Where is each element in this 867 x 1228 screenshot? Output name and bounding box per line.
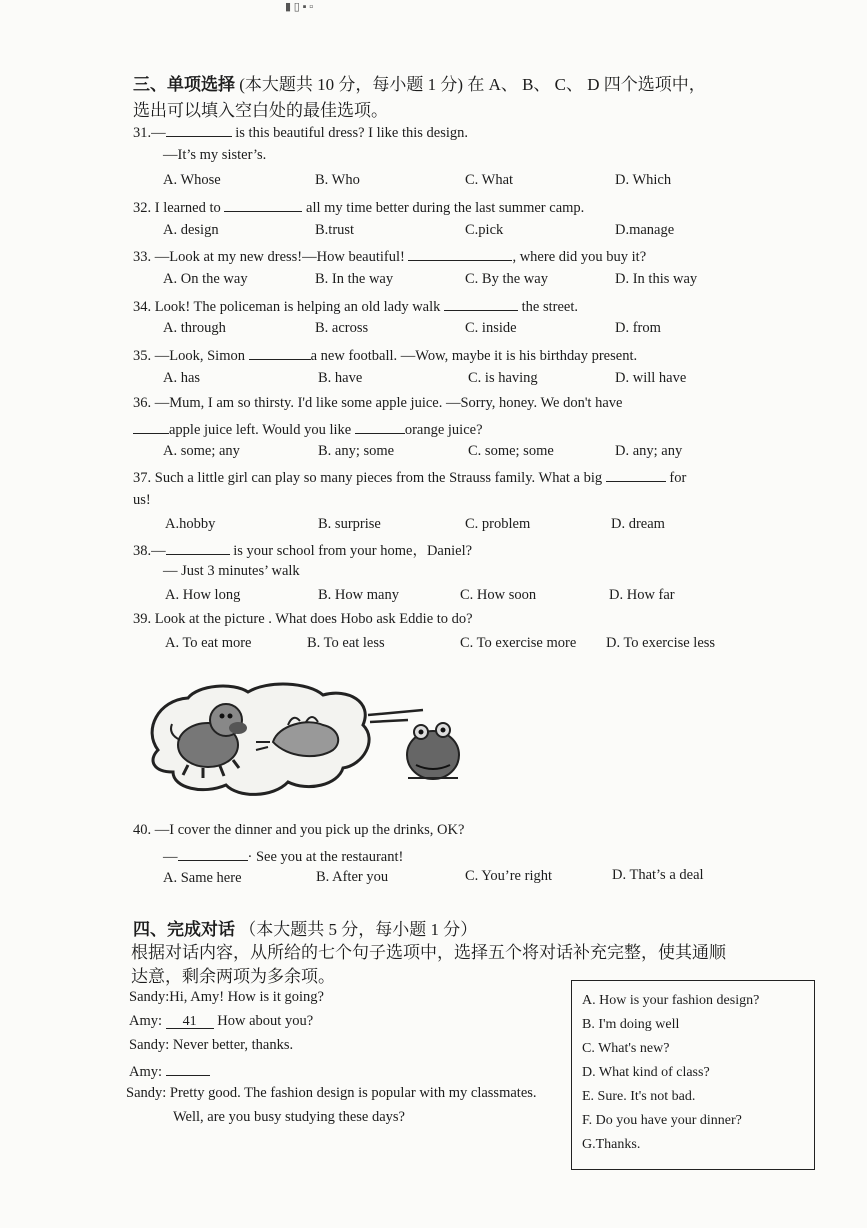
option-36-b[interactable]: B. any; some — [318, 443, 395, 459]
speaker: Amy: — [129, 1064, 166, 1080]
section4-score: （本大题共 5 分，每小题 1 分） — [235, 920, 478, 939]
question-text: Look! The policeman is helping an old lady walk — [151, 299, 445, 315]
option-37-c[interactable]: C. problem — [465, 516, 531, 532]
cartoon-illustration — [138, 680, 468, 805]
option-32-b[interactable]: B.trust — [315, 222, 355, 238]
dialog-line-4 — [129, 1061, 210, 1081]
section4-instructions: 根据对话内容，从所给的七个句子选项中，选择五个将对话补充完整，使其通顺 — [131, 943, 726, 962]
option-31-d[interactable]: D. Which — [615, 172, 672, 188]
question-text: is your school from your home，Daniel? — [229, 543, 473, 559]
option-38-c[interactable]: C. How soon — [460, 587, 537, 603]
question-text: a new football. —Wow, maybe it is his birthday present. — [310, 348, 638, 364]
dialog-line-1 — [129, 989, 324, 1006]
section4-title — [133, 915, 477, 940]
option-33-d[interactable]: D. In this way — [615, 271, 698, 287]
question-36-line2 — [133, 419, 483, 439]
option-34-b[interactable]: B. across — [315, 320, 369, 336]
speaker: Sandy: — [129, 1037, 170, 1053]
dialog-line-6: Well, are you busy studying these days? — [173, 1109, 405, 1125]
option-34-a[interactable]: A. through — [163, 320, 226, 336]
question-40 — [133, 822, 464, 839]
question-text: —I cover the dinner and you pick up the drinks, OK? — [151, 822, 465, 838]
speaker: Sandy: — [129, 989, 170, 1005]
question-37 — [133, 467, 686, 487]
question-text: · See you at the restaurant! — [247, 849, 404, 865]
question-37-line2: us! — [133, 492, 151, 508]
question-number: 32. — [133, 200, 152, 216]
option-32-a[interactable]: A. design — [163, 222, 219, 238]
section3-instructions: (本大题共 10 分，每小题 1 分) 在 A、 B、 C、 D 四个选项中， — [235, 75, 706, 94]
question-31-reply: —It’s my sister’s. — [163, 147, 267, 163]
question-number: 38.— — [133, 543, 166, 559]
option-33-b[interactable]: B. In the way — [315, 271, 394, 287]
choice-g[interactable]: G.Thanks. — [582, 1137, 641, 1152]
question-number: 34. — [133, 299, 152, 315]
option-35-c[interactable]: C. is having — [468, 370, 538, 386]
dialog-text: Never better, thanks. — [169, 1037, 294, 1053]
answer-blank[interactable] — [224, 197, 302, 212]
question-text: Look at the picture . What does Hobo ask Eddie to do? — [151, 611, 473, 627]
option-36-a[interactable]: A. some; any — [163, 443, 240, 459]
option-38-b[interactable]: B. How many — [318, 587, 399, 603]
question-number: 37. — [133, 470, 152, 486]
dialog-text: Hi, Amy! How is it going? — [169, 989, 324, 1005]
question-39 — [133, 611, 473, 628]
option-37-a[interactable]: A.hobby — [165, 516, 216, 532]
question-text: —Mum, I am so thirsty. I'd like some apple juice. —Sorry, honey. We don't have — [151, 395, 623, 411]
section3-title — [133, 70, 706, 95]
option-40-c[interactable]: C. You’re right — [465, 868, 553, 884]
answer-blank[interactable] — [606, 467, 666, 482]
question-number: 35. — [133, 348, 152, 364]
option-34-d[interactable]: D. from — [615, 320, 661, 336]
answer-blank[interactable] — [408, 246, 512, 261]
option-39-b[interactable]: B. To eat less — [307, 635, 385, 651]
choice-e[interactable]: E. Sure. It's not bad. — [582, 1089, 696, 1104]
scan-mark: ▮ ▯ ▪ ▫ — [285, 1, 314, 13]
question-text: the street. — [518, 299, 579, 315]
option-32-d[interactable]: D.manage — [615, 222, 675, 238]
section4-instructions-line2: 达意，剩余两项为多余项。 — [131, 967, 335, 986]
answer-blank[interactable] — [355, 419, 405, 434]
answer-blank-42[interactable] — [166, 1061, 210, 1076]
question-33 — [133, 246, 646, 266]
answer-blank[interactable] — [178, 846, 248, 861]
option-33-c[interactable]: C. By the way — [465, 271, 548, 287]
question-text: is this beautiful dress? I like this design. — [231, 125, 469, 141]
answer-blank[interactable] — [444, 296, 518, 311]
choice-f[interactable]: F. Do you have your dinner? — [582, 1113, 742, 1128]
option-40-b[interactable]: B. After you — [316, 869, 389, 885]
question-38 — [133, 539, 472, 560]
question-text: for — [665, 470, 687, 486]
question-text: I learned to — [151, 200, 225, 216]
dialog-line-2 — [129, 1013, 313, 1030]
question-36 — [133, 395, 622, 412]
section4-heading: 四、完成对话 — [133, 920, 235, 940]
option-38-a[interactable]: A. How long — [165, 587, 241, 603]
answer-blank[interactable] — [249, 345, 311, 360]
question-text: all my time better during the last summer camp. — [302, 200, 585, 216]
dialog-line-3 — [129, 1037, 293, 1054]
option-38-d[interactable]: D. How far — [609, 587, 675, 603]
question-text: —Look at my new dress!—How beautiful! — [151, 249, 409, 265]
question-number: 33. — [133, 249, 152, 265]
character-icon — [407, 723, 459, 779]
option-31-b[interactable]: B. Who — [315, 172, 360, 188]
question-34 — [133, 296, 578, 316]
option-35-a[interactable]: A. has — [163, 370, 201, 386]
choice-a[interactable]: A. How is your fashion design? — [582, 993, 760, 1008]
option-36-d[interactable]: D. any; any — [615, 443, 683, 459]
option-40-a[interactable]: A. Same here — [163, 870, 242, 886]
option-37-d[interactable]: D. dream — [611, 516, 665, 532]
speech-lines-icon — [368, 710, 423, 722]
option-35-d[interactable]: D. will have — [615, 370, 687, 386]
dialog-text: Pretty good. The fashion design is popular with my classmates. — [166, 1085, 537, 1101]
option-33-a[interactable]: A. On the way — [163, 271, 248, 287]
question-text: , where did you buy it? — [512, 249, 647, 265]
section3-heading: 三、单项选择 — [133, 75, 235, 95]
speaker: Amy: — [129, 1013, 166, 1029]
option-35-b[interactable]: B. have — [318, 370, 363, 386]
question-number: 39. — [133, 611, 152, 627]
section3-instructions-line2: 选出可以填入空白处的最佳选项。 — [133, 101, 388, 120]
question-number: 31.— — [133, 125, 166, 141]
option-31-c[interactable]: C. What — [465, 172, 514, 188]
option-34-c[interactable]: C. inside — [465, 320, 517, 336]
option-40-d[interactable]: D. That’s a deal — [612, 867, 704, 883]
option-32-c[interactable]: C.pick — [465, 222, 504, 238]
question-number: 40. — [133, 822, 152, 838]
option-31-a[interactable]: A. Whose — [163, 172, 221, 188]
option-37-b[interactable]: B. surprise — [318, 516, 381, 532]
answer-blank[interactable] — [166, 540, 230, 555]
question-text: Such a little girl can play so many pieces from the Strauss family. What a big — [151, 470, 606, 486]
question-text: orange juice? — [404, 422, 483, 438]
dialog-text: How about you? — [213, 1013, 314, 1029]
question-text: apple juice left. Would you like — [169, 422, 355, 438]
question-31 — [133, 122, 468, 142]
choice-b[interactable]: B. I'm doing well — [582, 1017, 680, 1032]
choice-d[interactable]: D. What kind of class? — [582, 1065, 710, 1080]
question-35 — [133, 345, 637, 365]
option-39-d[interactable]: D. To exercise less — [606, 635, 716, 651]
speaker: Sandy: — [126, 1085, 167, 1101]
question-32 — [133, 197, 584, 217]
question-text: —Look, Simon — [151, 348, 249, 364]
answer-blank-41[interactable]: 41 — [166, 1014, 214, 1029]
choice-c[interactable]: C. What's new? — [582, 1041, 670, 1056]
answer-blank[interactable] — [166, 122, 232, 137]
option-39-a[interactable]: A. To eat more — [165, 635, 252, 651]
dialog-line-5 — [126, 1085, 537, 1102]
answer-blank[interactable] — [133, 419, 169, 434]
option-36-c[interactable]: C. some; some — [468, 443, 554, 459]
question-number: 36. — [133, 395, 152, 411]
question-38-reply: — Just 3 minutes’ walk — [163, 563, 300, 579]
question-40-line2: — · See you at the restaurant! — [163, 846, 403, 866]
option-39-c[interactable]: C. To exercise more — [460, 635, 577, 651]
choices-box — [571, 980, 815, 1170]
